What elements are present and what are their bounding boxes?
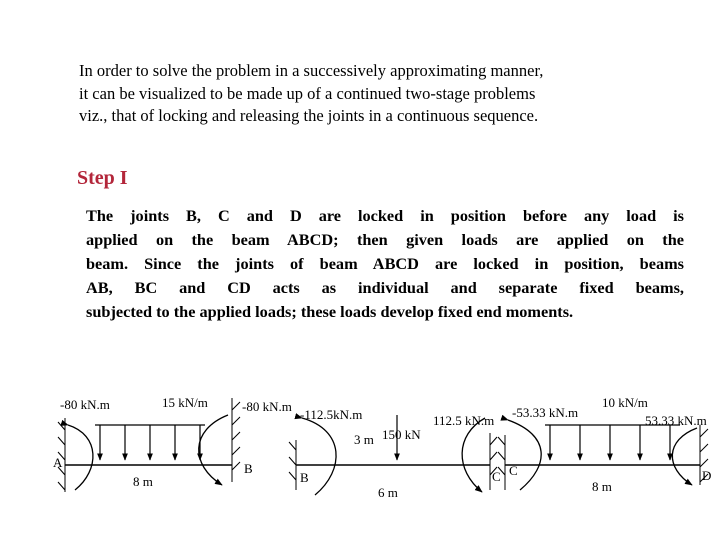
paragraph-line: subjected to the applied loads; these loads develop fixed end moments. — [86, 302, 574, 321]
load-label: 150 kN — [382, 427, 421, 442]
udl-ab — [95, 425, 205, 460]
joint-label: C — [492, 469, 501, 484]
fixed-support-b-left — [232, 398, 240, 482]
intro-line: it can be visualized to be made up of a continued two-stage problems — [79, 83, 536, 103]
joint-label: D — [702, 468, 712, 483]
moment-label: -112.5kN.m — [300, 407, 363, 422]
moment-arrow-cd-right — [672, 428, 697, 485]
span-label: 8 m — [133, 474, 153, 489]
distance-label: 3 m — [354, 432, 374, 447]
moment-label: -53.33 kN.m — [512, 405, 579, 420]
load-label: 15 kN/m — [162, 395, 208, 410]
moment-label: 53.33 kN.m — [645, 413, 707, 428]
beam-bc — [289, 407, 501, 500]
paragraph-line: AB, BC and CD acts as individual and separate fixed beams, — [86, 278, 684, 297]
beam-cd — [498, 395, 711, 494]
step-title: Step I — [77, 167, 128, 189]
paragraph-line: applied on the beam ABCD; then given loads are applied on the — [86, 230, 684, 249]
paragraph-line: beam. Since the joints of beam ABCD are locked in position, beams — [86, 254, 684, 273]
intro-line: viz., that of locking and releasing the joints in a continuous sequence. — [79, 106, 539, 125]
load-label: 10 kN/m — [602, 395, 648, 410]
moment-label: -80 kN.m — [242, 399, 292, 414]
joint-label: B — [300, 470, 309, 485]
udl-cd — [545, 425, 680, 460]
beam-ab — [53, 395, 292, 492]
moment-arrow-cd-left — [508, 420, 541, 490]
fixed-support-b-right — [289, 440, 296, 490]
span-label: 6 m — [378, 485, 398, 500]
intro-line: In order to solve the problem in a successively approximating manner, — [79, 61, 544, 80]
span-label: 8 m — [592, 479, 612, 494]
moment-arrow-bc-right — [462, 418, 485, 492]
joint-label: A — [53, 455, 63, 470]
moment-arrow-ab-left — [68, 425, 93, 490]
paragraph-line: The joints B, C and D are locked in position before any load is — [86, 206, 684, 225]
joint-label: B — [244, 461, 253, 476]
moment-label: 112.5 kN.m — [433, 413, 495, 428]
moment-label: -80 kN.m — [60, 397, 110, 412]
joint-label: C — [509, 463, 518, 478]
